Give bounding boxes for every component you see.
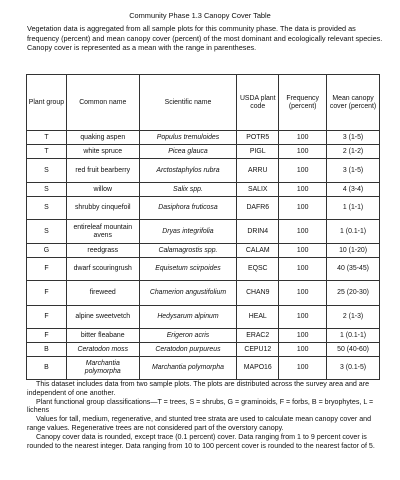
cell-usda-code: SALIX [237,183,279,197]
cell-frequency: 100 [279,343,327,357]
header-mean-cover: Mean canopy cover (percent) [327,75,380,131]
cell-scientific-name: Dasiphora fruticosa [139,197,237,220]
table-row [27,159,380,183]
table-row [27,220,380,244]
cell-common-name: Ceratodon moss [66,343,139,357]
cell-scientific-name: Erigeron acris [139,329,237,343]
table-row [27,258,380,281]
cell-plant-group: F [27,306,67,329]
header-usda-code: USDA plant code [237,75,279,131]
cell-frequency: 100 [279,220,327,244]
header-plant-group: Plant group [27,75,67,131]
cell-frequency: 100 [279,131,327,145]
cell-mean-cover: 1 (0.1-1) [327,329,380,343]
cell-mean-cover: 3 (0.1-5) [327,357,380,380]
table-row [27,343,380,357]
cell-plant-group: B [27,343,67,357]
cell-usda-code: ERAC2 [237,329,279,343]
table-row [27,281,380,306]
cell-plant-group: S [27,197,67,220]
cell-frequency: 100 [279,306,327,329]
header-common-name: Common name [66,75,139,131]
cell-plant-group: T [27,145,67,159]
cell-mean-cover: 2 (1-3) [327,306,380,329]
cell-usda-code: CALAM [237,244,279,258]
cell-mean-cover: 3 (1-5) [327,159,380,183]
cell-scientific-name: Picea glauca [139,145,237,159]
notes-section [27,380,387,450]
cell-mean-cover: 2 (1-2) [327,145,380,159]
cell-scientific-name: Chamerion angustifolium [139,281,237,306]
note-paragraph: Values for tall, medium, regenerative, and stunted tree strata are used to calculate mean canopy cover and range values. Regenerative trees are not considered part of the overstory canopy. [27,415,372,432]
note-paragraph: Plant functional group classifications—T = trees, S = shrubs, G = graminoids, F = forbs, B = bryophytes, L = lichens [27,397,374,415]
note-paragraph: This dataset includes data from two sample plots. The plots are distributed across the survey area and are independent of one another. [27,380,370,397]
cell-usda-code: CEPU12 [237,343,279,357]
cell-mean-cover: 50 (40-60) [327,343,380,357]
cell-scientific-name: Salix spp. [139,183,237,197]
cell-usda-code: ARRU [237,159,279,183]
cell-usda-code: POTR5 [237,131,279,145]
note-paragraph: Canopy cover data is rounded, except trace (0.1 percent) cover. Data ranging from 1 to 9 percent cover is rounded to the nearest integer. Data ranging from 10 to 100 percent cover is rounded to the nearest factor of 5. [27,432,375,450]
table-row [27,145,380,159]
table-row [27,183,380,197]
cell-usda-code: PIGL [237,145,279,159]
cell-mean-cover: 10 (1-20) [327,244,380,258]
cell-mean-cover: 40 (35-45) [327,258,380,281]
cell-frequency: 100 [279,197,327,220]
cell-usda-code: MAPO16 [237,357,279,380]
table-row [27,329,380,343]
cell-common-name: alpine sweetvetch [66,306,139,329]
page-title: Community Phase 1.3 Canopy Cover Table [129,11,271,20]
cell-scientific-name: Dryas integrifolia [139,220,237,244]
cell-plant-group: F [27,281,67,306]
cell-scientific-name: Ceratodon purpureus [139,343,237,357]
cell-common-name: fireweed [66,281,139,306]
cell-plant-group: S [27,220,67,244]
table-body [27,131,380,380]
cell-plant-group: B [27,357,67,380]
cell-plant-group: F [27,329,67,343]
cell-scientific-name: Arctostaphylos rubra [139,159,237,183]
cell-plant-group: G [27,244,67,258]
table-header-row [27,75,380,131]
canopy-cover-table [26,74,380,380]
table-row [27,306,380,329]
cell-scientific-name: Hedysarum alpinum [139,306,237,329]
cell-plant-group: S [27,159,67,183]
table-row [27,244,380,258]
header-scientific-name: Scientific name [139,75,237,131]
cell-frequency: 100 [279,281,327,306]
cell-usda-code: CHAN9 [237,281,279,306]
cell-common-name: Marchantia polymorpha [66,357,139,380]
cell-frequency: 100 [279,258,327,281]
table-row [27,357,380,380]
cell-mean-cover: 4 (3-4) [327,183,380,197]
cell-frequency: 100 [279,159,327,183]
cell-common-name: entireleaf mountain avens [66,220,139,244]
cell-mean-cover: 1 (0.1-1) [327,220,380,244]
cell-common-name: shrubby cinquefoil [66,197,139,220]
cell-scientific-name: Marchantia polymorpha [139,357,237,380]
cell-plant-group: S [27,183,67,197]
cell-plant-group: F [27,258,67,281]
cell-common-name: willow [66,183,139,197]
cell-usda-code: DRIN4 [237,220,279,244]
cell-common-name: white spruce [66,145,139,159]
cell-common-name: dwarf scouringrush [66,258,139,281]
cell-frequency: 100 [279,145,327,159]
cell-common-name: quaking aspen [66,131,139,145]
cell-usda-code: EQSC [237,258,279,281]
cell-scientific-name: Populus tremuloides [139,131,237,145]
cell-frequency: 100 [279,329,327,343]
cell-common-name: bitter fleabane [66,329,139,343]
cell-mean-cover: 3 (1-5) [327,131,380,145]
cell-usda-code: HEAL [237,306,279,329]
cell-frequency: 100 [279,183,327,197]
cell-mean-cover: 1 (1-1) [327,197,380,220]
cell-scientific-name: Calamagrostis spp. [139,244,237,258]
table-row [27,131,380,145]
cell-frequency: 100 [279,357,327,380]
table-row [27,197,380,220]
cell-common-name: red fruit bearberry [66,159,139,183]
cell-plant-group: T [27,131,67,145]
header-frequency: Frequency (percent) [279,75,327,131]
cell-frequency: 100 [279,244,327,258]
intro-paragraph: Vegetation data is aggregated from all sample plots for this community phase. The data is provided as frequency (percent) and mean canopy cover (percent) of the most dominant and ecologically relevant species. Canopy cover is represented as a mean with the range in parentheses. [27,24,383,53]
cell-usda-code: DAFR6 [237,197,279,220]
cell-mean-cover: 25 (20-30) [327,281,380,306]
cell-common-name: reedgrass [66,244,139,258]
cell-scientific-name: Equisetum scirpoides [139,258,237,281]
